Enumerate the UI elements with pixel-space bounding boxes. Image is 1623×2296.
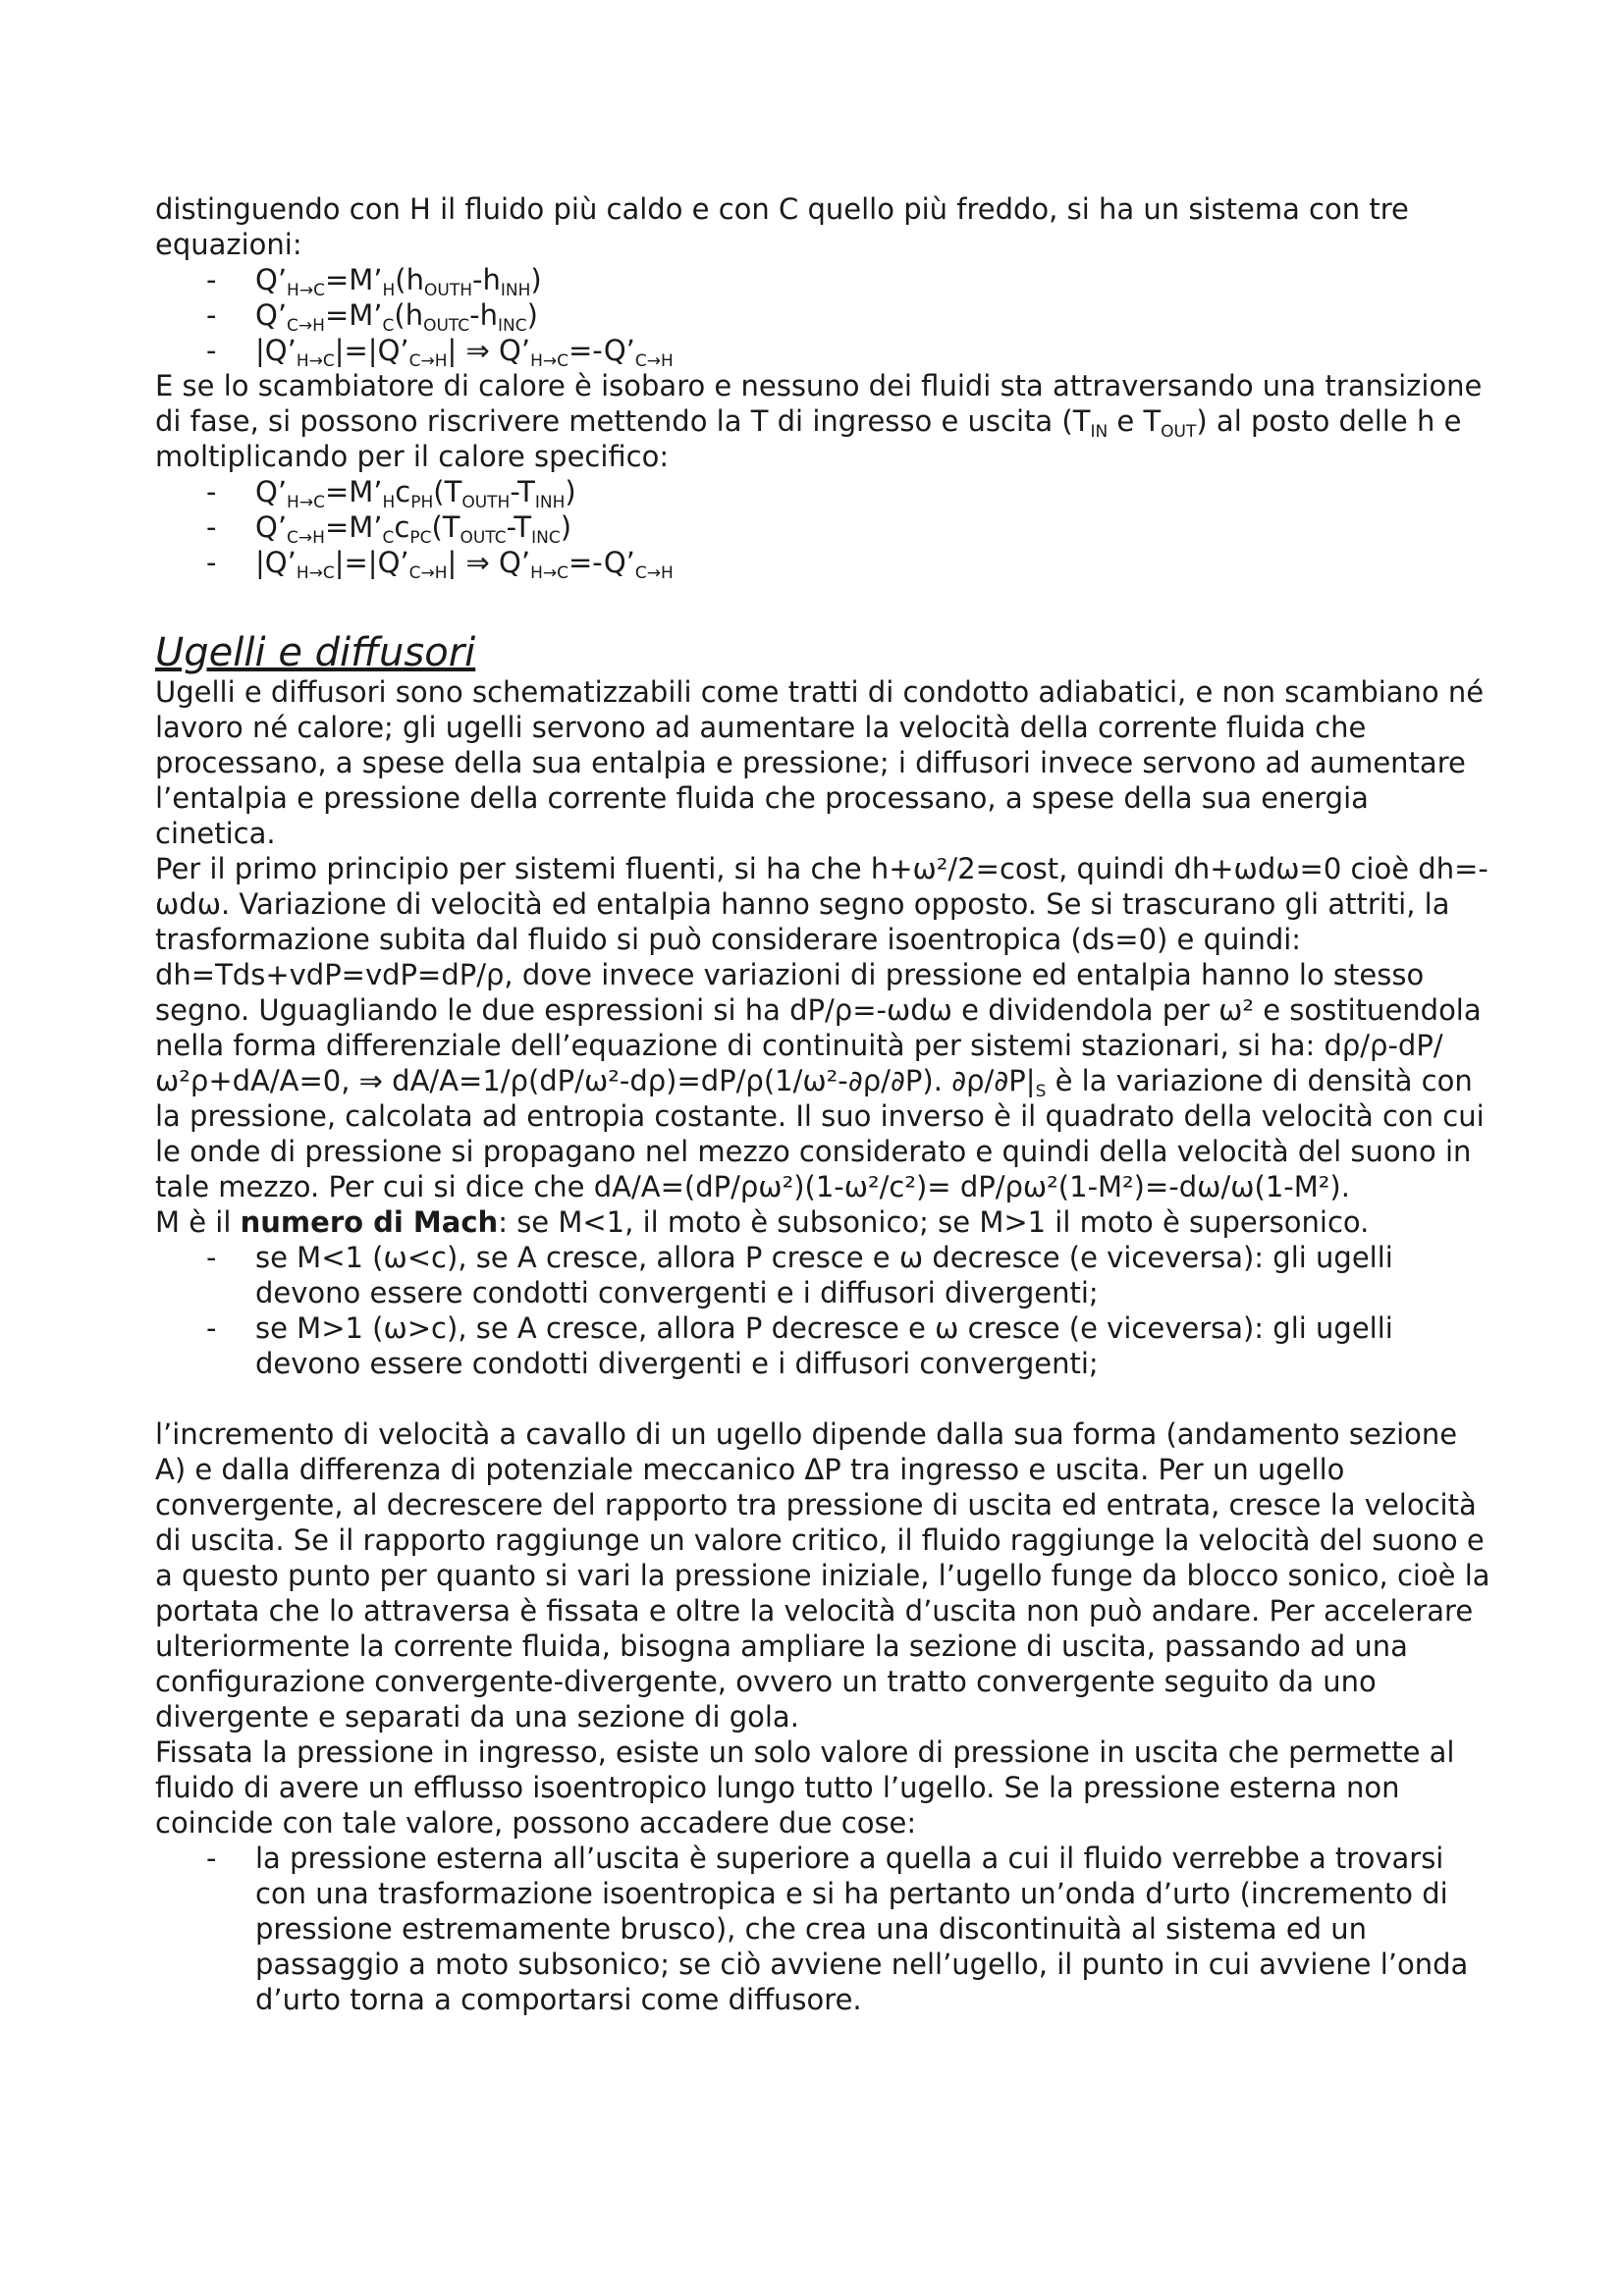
list-item: - se M>1 (ω>c), se A cresce, allora P decresce e ω cresce (e viceversa): gli ugelli devono essere condotti divergenti e i diffusori convergenti; xyxy=(206,1311,1393,1380)
equation-item: - $Q’_{H\to C}=M’_Hc_{PH}(T_{OUTH}-T_{INH})$ xyxy=(206,475,576,512)
equation-item: - $Q’_{C\to H}=M’_Cc_{PC}(T_{OUTC}-T_{INC})$ xyxy=(206,510,572,548)
list-dash: - xyxy=(206,1842,217,1875)
paragraph-first-principle: Per il primo principio per sistemi fluenti, si ha che h+ω²/2=cost, quindi dh+ωdω=0 cioè dh=-ωdω. Variazione di velocità ed entalpia hanno segno opposto. Se si trascurano gli attriti, la trasformazione subita dal fluido si può considerare isoentropica (ds=0) e quindi: dh=Tds+vdP=vdP=dP/ρ, dove invece variazioni di pressione ed entalpia hanno lo stesso segno. Uguagliando le due espressioni si ha dP/ρ=-ωdω e dividendola per ω² e sostituendola nella forma differenziale dell’equazione di continuità per sistemi stazionari, si ha: dρ/ρ-dP/ω²ρ+dA/A=0, ⇒ dA/A=1/ρ(dP/ω²-dρ)=dP/ρ(1/ω²-∂ρ/∂P). $\partial\rho/\partial P|_S$ è la variazione di densità con la pressione, calcolata ad entropia costante. Il suo inverso è il quadrato della velocità con cui le onde di pressione si propagano nel mezzo considerato e quindi della velocità del suono in tale mezzo. Per cui si dice che dA/A=(dP/ρω²)(1-ω²/c²)= dP/ρω²(1-M²)=-dω/ω(1-M²). xyxy=(155,852,1488,1203)
transition-paragraph: E se lo scambiatore di calore è isobaro e nessuno dei fluidi sta attraversando una transizione di fase, si possono riscrivere mettendo la T di ingresso e uscita ($T_{IN}$ e $T_{OUT}$) al posto delle h e moltiplicando per il calore specifico: xyxy=(155,369,1483,473)
list-dash: - xyxy=(206,475,217,508)
list-dash: - xyxy=(206,510,217,544)
paragraph-mach: M è il numero di Mach: se M<1, il moto è subsonico; se M>1 il moto è supersonico. xyxy=(155,1205,1370,1239)
list-dash: - xyxy=(206,1311,217,1345)
list-dash: - xyxy=(206,334,217,367)
spacer xyxy=(155,1381,1490,1416)
list-dash: - xyxy=(206,298,217,332)
paragraph-velocity-increment: l’incremento di velocità a cavallo di un ugello dipende dalla sua forma (andamento sezione A) e dalla differenza di potenziale meccanico ΔP tra ingresso e uscita. Per un ugello convergente, al decrescere del rapporto tra pressione di uscita ed entrata, cresce la velocità di uscita. Se il rapporto raggiunge un valore critico, il fluido raggiunge la velocità del suono e a questo punto per quanto si vari la pressione iniziale, l’ugello funge da blocco sonico, cioè la portata che lo attraversa è fissata e oltre la velocità d’uscita non può andare. Per accelerare ulteriormente la corrente fluida, bisogna ampliare la sezione di uscita, passando ad una configurazione convergente-divergente, ovvero un tratto convergente seguito da uno divergente e separati da una sezione di gola. xyxy=(155,1417,1490,1734)
equation-item: - $|Q’_{H\to C}|=|Q’_{C\to H}|$ ⇒ $Q’_{H\to C}=-Q’_{C\to H}$ xyxy=(206,546,674,583)
list-item: - la pressione esterna all’uscita è superiore a quella a cui il fluido verrebbe a trovarsi con una trasformazione isoentropica e si ha pertanto un’onda d’urto (incremento di pressione estremamente brusco), che crea una discontinuità al sistema ed un passaggio a moto subsonico; se ciò avviene nell’ugello, il punto in cui avviene l’onda d’urto torna a comportarsi come diffusore. xyxy=(206,1842,1469,2016)
equation-item: - $Q’_{H\to C}=M’_H(h_{OUTH}-h_{INH})$ xyxy=(206,263,542,300)
paragraph-inlet-pressure: Fissata la pressione in ingresso, esiste un solo valore di pressione in uscita che permette al fluido di avere un efflusso isoentropico lungo tutto l’ugello. Se la pressione esterna non coincide con tale valore, possono accadere due cose: xyxy=(155,1735,1455,1840)
equation-item: - $Q’_{C\to H}=M’_C(h_{OUTC}-h_{INC})$ xyxy=(206,298,538,336)
paragraph-intro-nozzles: Ugelli e diffusori sono schematizzabili come tratti di condotto adiabatici, e non scambiano né lavoro né calore; gli ugelli servono ad aumentare la velocità della corrente fluida che processano, a spese della sua entalpia e pressione; i diffusori invece servono ad aumentare l’entalpia e pressione della corrente fluida che processano, a spese della sua energia cinetica. xyxy=(155,675,1485,850)
list-dash: - xyxy=(206,546,217,579)
list-dash: - xyxy=(206,263,217,296)
intro-paragraph: distinguendo con H il fluido più caldo e con C quello più freddo, si ha un sistema con tre equazioni: xyxy=(155,192,1409,261)
document-page xyxy=(155,191,1490,2017)
list-dash: - xyxy=(206,1241,217,1274)
equation-item: - $|Q’_{H\to C}|=|Q’_{C\to H}|$ ⇒ $Q’_{H\to C}=-Q’_{C\to H}$ xyxy=(206,334,674,371)
mach-term: numero di Mach xyxy=(240,1205,499,1239)
list-item: - se M<1 (ω<c), se A cresce, allora P cresce e ω decresce (e viceversa): gli ugelli devono essere condotti convergenti e i diffusori divergenti; xyxy=(206,1241,1393,1309)
section-heading: Ugelli e diffusori xyxy=(155,630,476,675)
